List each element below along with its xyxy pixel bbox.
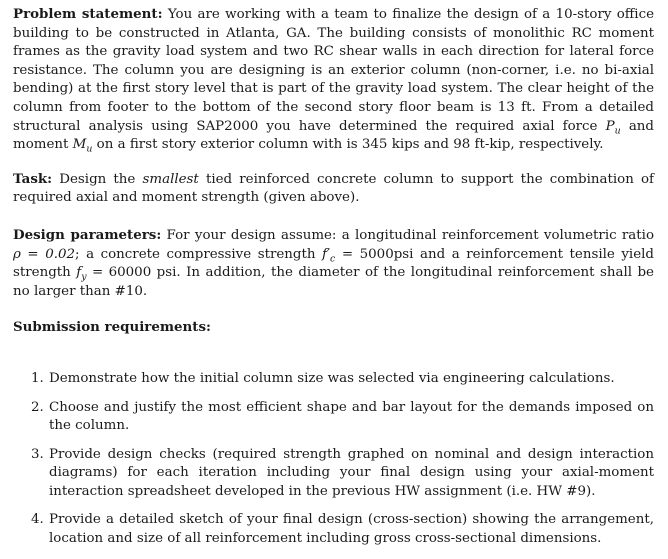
mu-symbol: M [72,137,87,153]
design-text-2: ; a concrete compressive strength [75,246,323,262]
design-text-4: . In addition, the diameter of the longitudinal reinforcement shall be no larger than #10. [13,265,654,299]
problem-statement-heading: Problem statement: [13,6,163,22]
list-item-text: Provide a detailed sketch of your final design (cross-section) showing the arrangement, location and size of all reinforcement including gross cross-sectional dimensions. [49,512,654,547]
problem-text-3: on a first story exterior column with is 345 kips and 98 ft-kip, respectively. [92,137,604,153]
list-item-text: Provide design checks (required strength graphed on nominal and design interaction diagrams) for each iteration including your final design using your axial-moment interaction spreadsheet developed in the previous HW assignment (i.e. HW #9). [49,446,654,499]
fc-value: = 5000psi [335,246,414,262]
design-text-1: For your design assume: a longitudinal reinforcement volumetric ratio [161,227,655,243]
fc-subscript: c [330,253,336,265]
mu-subscript: u [86,143,93,155]
list-item-number: 2. [31,399,44,415]
task-emphasis: smallest [142,171,199,187]
list-item-text: Choose and justify the most efficient shape and bar layout for the demands imposed on the column. [49,399,654,434]
design-parameters-heading: Design parameters: [13,226,162,243]
list-item [13,511,654,548]
design-text-3: and a reinforcement tensile yield strength [13,246,654,281]
rho-expression: ρ = 0.02 [13,246,76,262]
submission-heading-paragraph [13,318,654,338]
list-item-number: 4. [31,512,44,528]
problem-statement-paragraph [13,5,654,155]
task-paragraph [13,170,654,208]
list-item-number: 3. [31,446,44,462]
fy-subscript: y [81,271,87,283]
fc-symbol: f′ [322,246,331,262]
task-text-2: tied reinforced concrete column to support the combination of required axial and moment strength (given above). [13,171,654,206]
fy-value: = 60000 psi [86,265,177,281]
problem-text-1: You are working with a team to finalize the design of a 10-story office building to be constructed in Atlanta, GA. The building consists of monolithic RC moment frames as the gravity load system and two RC shear walls in each direction for lateral force resistance. The column you are designing is an exterior column (non-corner, i.e. no bi-axial bending) at the first story level that is part of the gravity load system. The clear height of the column from footer to the bottom of the second story floor beam is 13 ft. From a detailed structural analysis using SAP2000 you have determined the required axial force [13,7,655,134]
submission-heading: Submission requirements: [13,319,211,336]
document-page [13,5,654,559]
submission-requirements-list [13,370,654,549]
task-heading: Task: [13,170,53,187]
pu-symbol: P [605,118,615,134]
design-parameters-paragraph [13,226,654,301]
list-item [13,370,654,389]
pu-subscript: u [614,125,621,137]
list-item-text: Demonstrate how the initial column size was selected via engineering calculations. [49,370,615,386]
problem-text-2: and moment [13,118,654,153]
list-item [13,399,654,436]
list-item [13,446,654,502]
list-item-number: 1. [31,370,44,386]
fy-symbol: f [76,265,82,281]
task-text-1: Design the [52,171,143,187]
